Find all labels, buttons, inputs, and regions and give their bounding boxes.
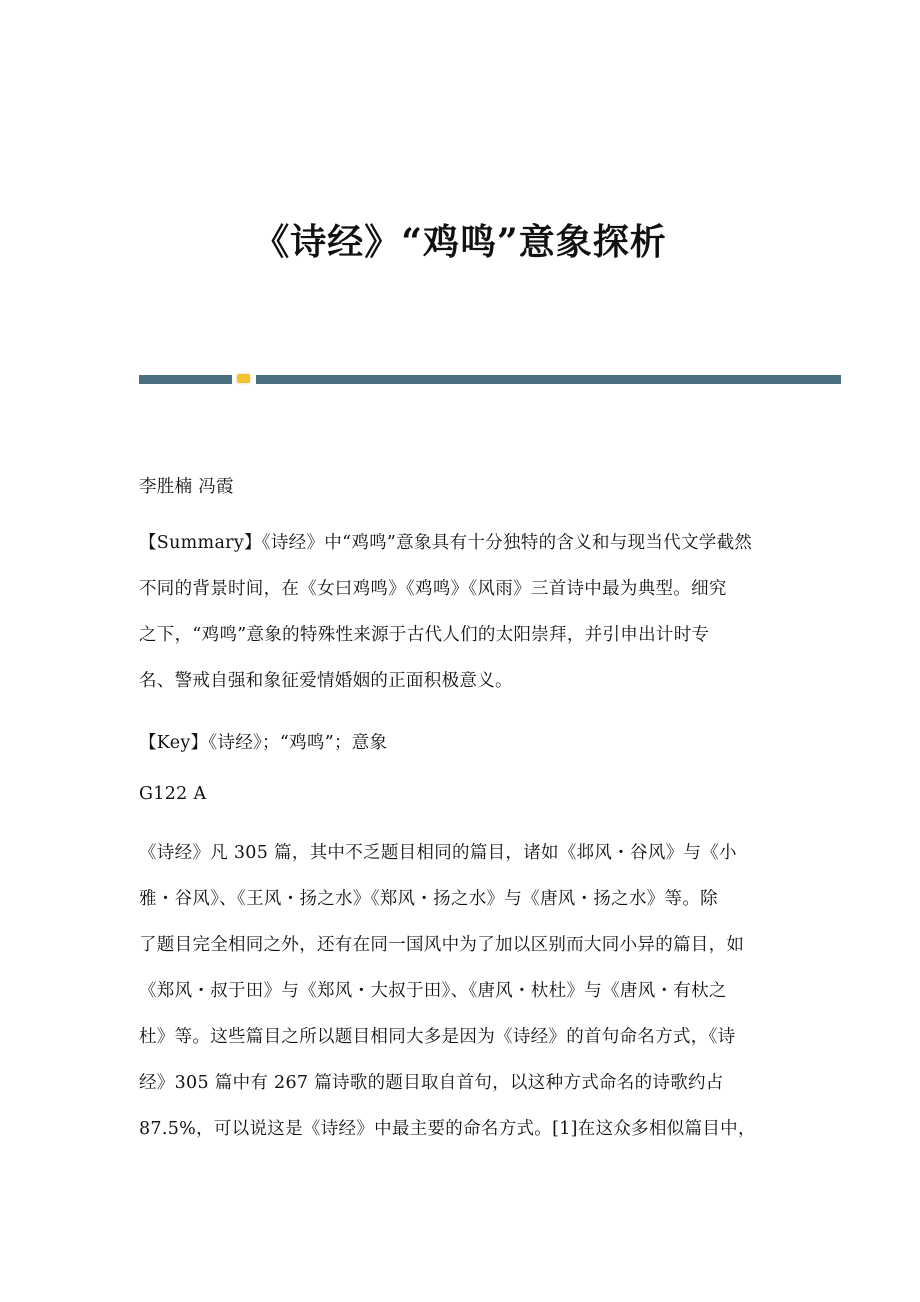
body-line: 经》305 篇中有 267 篇诗歌的题目取自首句，以这种方式命名的诗歌约占 — [139, 1073, 724, 1093]
body-line: 雅・谷风》、《王风・扬之水》《郑风・扬之水》与《唐风・扬之水》等。除 — [139, 889, 718, 909]
body-line: 87.5%，可以说这是《诗经》中最主要的命名方式。[1]在这众多相似篇目中， — [139, 1119, 756, 1139]
summary-line: 名、警戒自强和象征爱情婚姻的正面积极意义。 — [139, 671, 513, 691]
summary-line: 不同的背景时间，在《女曰鸡鸣》《鸡鸣》《风雨》三首诗中最为典型。细究 — [139, 579, 727, 599]
body-line: 《诗经》凡 305 篇，其中不乏题目相同的篇目，诸如《邶风・谷风》与《小 — [139, 843, 737, 863]
divider-ornament-icon — [237, 374, 250, 383]
divider-rule-right — [256, 375, 841, 384]
keywords: 【Key】《诗经》；“鸡鸣”；意象 — [139, 733, 388, 753]
body-line: 了题目完全相同之外，还有在同一国风中为了加以区别而大同小异的篇目，如 — [139, 935, 745, 955]
classification-code: G122 A — [139, 784, 207, 804]
divider-rule-left — [139, 375, 232, 384]
summary-line: 【Summary】《诗经》中“鸡鸣”意象具有十分独特的含义和与现当代文学截然 — [139, 533, 753, 553]
summary-line: 之下，“鸡鸣”意象的特殊性来源于古代人们的太阳崇拜，并引申出计时专 — [139, 625, 710, 645]
body-line: 《郑风・叔于田》与《郑风・大叔于田》、《唐风・杕杜》与《唐风・有杕之 — [139, 981, 727, 1001]
document-title: 《诗经》“鸡鸣”意象探析 — [253, 221, 667, 263]
body-line: 杜》等。这些篇目之所以题目相同大多是因为《诗经》的首句命名方式，《诗 — [139, 1027, 736, 1047]
authors: 李胜楠 冯霞 — [139, 477, 234, 497]
